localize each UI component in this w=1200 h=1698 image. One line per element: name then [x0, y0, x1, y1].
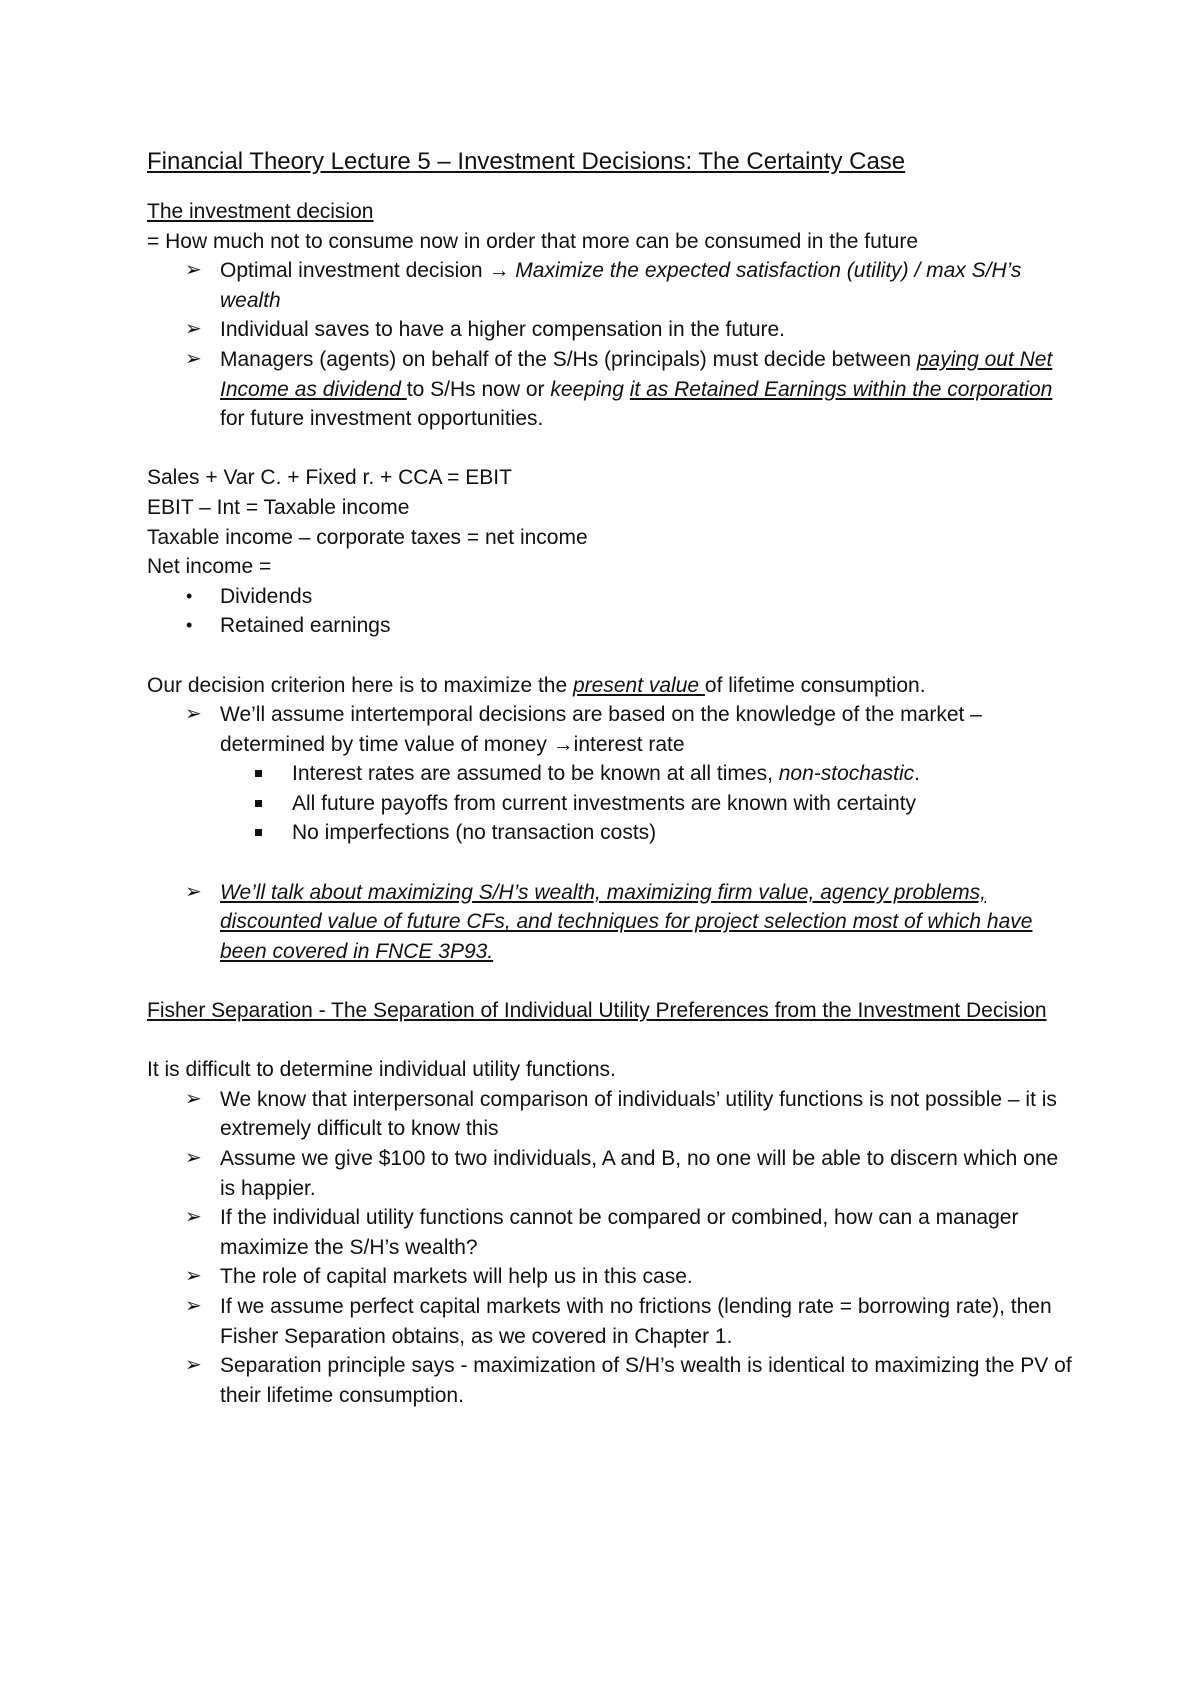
arrowhead-bullet-icon: ➢: [185, 1206, 202, 1229]
arrowhead-bullet-icon: ➢: [185, 1147, 202, 1169]
arrowhead-bullet-icon: ➢: [185, 347, 202, 370]
equation-line: Taxable income – corporate taxes = net income: [147, 525, 588, 549]
arrowhead-bullet-icon: ➢: [185, 1265, 202, 1288]
arrowhead-bullet-icon: ➢: [185, 259, 202, 282]
arrowhead-bullet-icon: ➢: [185, 318, 202, 341]
list-item: ➢ Assume we give $100 to two individuals, A and B, no one will be able to discern which one is happier.: [147, 1144, 1077, 1203]
list-item: • Retained earnings: [147, 611, 1077, 641]
list-item: ➢ We’ll assume intertemporal decisions are based on the knowledge of the market – determined by time value of money →interest rate: [147, 700, 1077, 759]
page-title: Financial Theory Lecture 5 – Investment Decisions: The Certainty Case: [147, 148, 906, 175]
arrowhead-bullet-icon: ➢: [185, 703, 202, 726]
dot-bullet-icon: •: [186, 585, 193, 606]
arrowhead-bullet-icon: ➢: [185, 880, 202, 903]
list-item: ➢ Managers (agents) on behalf of the S/Hs (principals) must decide between paying out Net Income as dividend to S/Hs now or keeping it as Retained Earnings within the corporation for future investment opportunities.: [147, 345, 1077, 434]
square-bullet-icon: [255, 770, 262, 777]
list-item: • Dividends: [147, 582, 1077, 612]
list-item: ➢ If the individual utility functions cannot be compared or combined, how can a manager maximize the S/H’s wealth?: [147, 1203, 1077, 1262]
section-heading-fisher-separation: Fisher Separation - The Separation of Individual Utility Preferences from the Investment Decision: [147, 999, 1047, 1023]
arrowhead-bullet-icon: ➢: [185, 1354, 202, 1377]
section-heading-investment-decision: The investment decision: [147, 200, 374, 223]
list-item: All future payoffs from current investments are known with certainty: [147, 789, 1077, 819]
list-item: ➢ We know that interpersonal comparison of individuals’ utility functions is not possible – it is extremely difficult to know this: [147, 1085, 1077, 1144]
list-item: Interest rates are assumed to be known at all times, non-stochastic.: [147, 759, 1077, 789]
arrowhead-bullet-icon: ➢: [185, 1294, 202, 1317]
square-bullet-icon: [255, 829, 262, 836]
equation-line: Sales + Var C. + Fixed r. + CCA = EBIT: [147, 466, 512, 490]
list-item: ➢ The role of capital markets will help us in this case.: [147, 1262, 1077, 1292]
list-item: ➢ We’ll talk about maximizing S/H’s wealth, maximizing firm value, agency problems, discounted value of future CFs, and techniques for project selection most of which have been covered in FNCE 3P93.: [147, 878, 1077, 967]
list-item: ➢ Separation principle says - maximization of S/H’s wealth is identical to maximizing the PV of their lifetime consumption.: [147, 1351, 1077, 1410]
list-item: ➢ Individual saves to have a higher compensation in the future.: [147, 315, 1077, 345]
fisher-intro-text: It is difficult to determine individual utility functions.: [147, 1058, 616, 1082]
equation-line: Net income =: [147, 555, 272, 579]
list-item: ➢ If we assume perfect capital markets with no frictions (lending rate = borrowing rate), then Fisher Separation obtains, as we covered in Chapter 1.: [147, 1292, 1077, 1351]
arrowhead-bullet-icon: ➢: [185, 1087, 202, 1110]
square-bullet-icon: [255, 800, 262, 807]
decision-criterion-text: Our decision criterion here is to maximize the present value of lifetime consumption.: [147, 673, 926, 697]
definition-text: = How much not to consume now in order that more can be consumed in the future: [147, 229, 919, 253]
arrow-icon: →: [488, 259, 510, 283]
list-item: ➢ Optimal investment decision → Maximize the expected satisfaction (utility) / max S/H’s wealth: [147, 256, 1077, 315]
arrow-icon: →: [552, 732, 574, 756]
dot-bullet-icon: •: [186, 615, 193, 636]
equation-line: EBIT – Int = Taxable income: [147, 495, 410, 519]
document-page: [147, 146, 1077, 1410]
list-item: No imperfections (no transaction costs): [147, 818, 1077, 848]
